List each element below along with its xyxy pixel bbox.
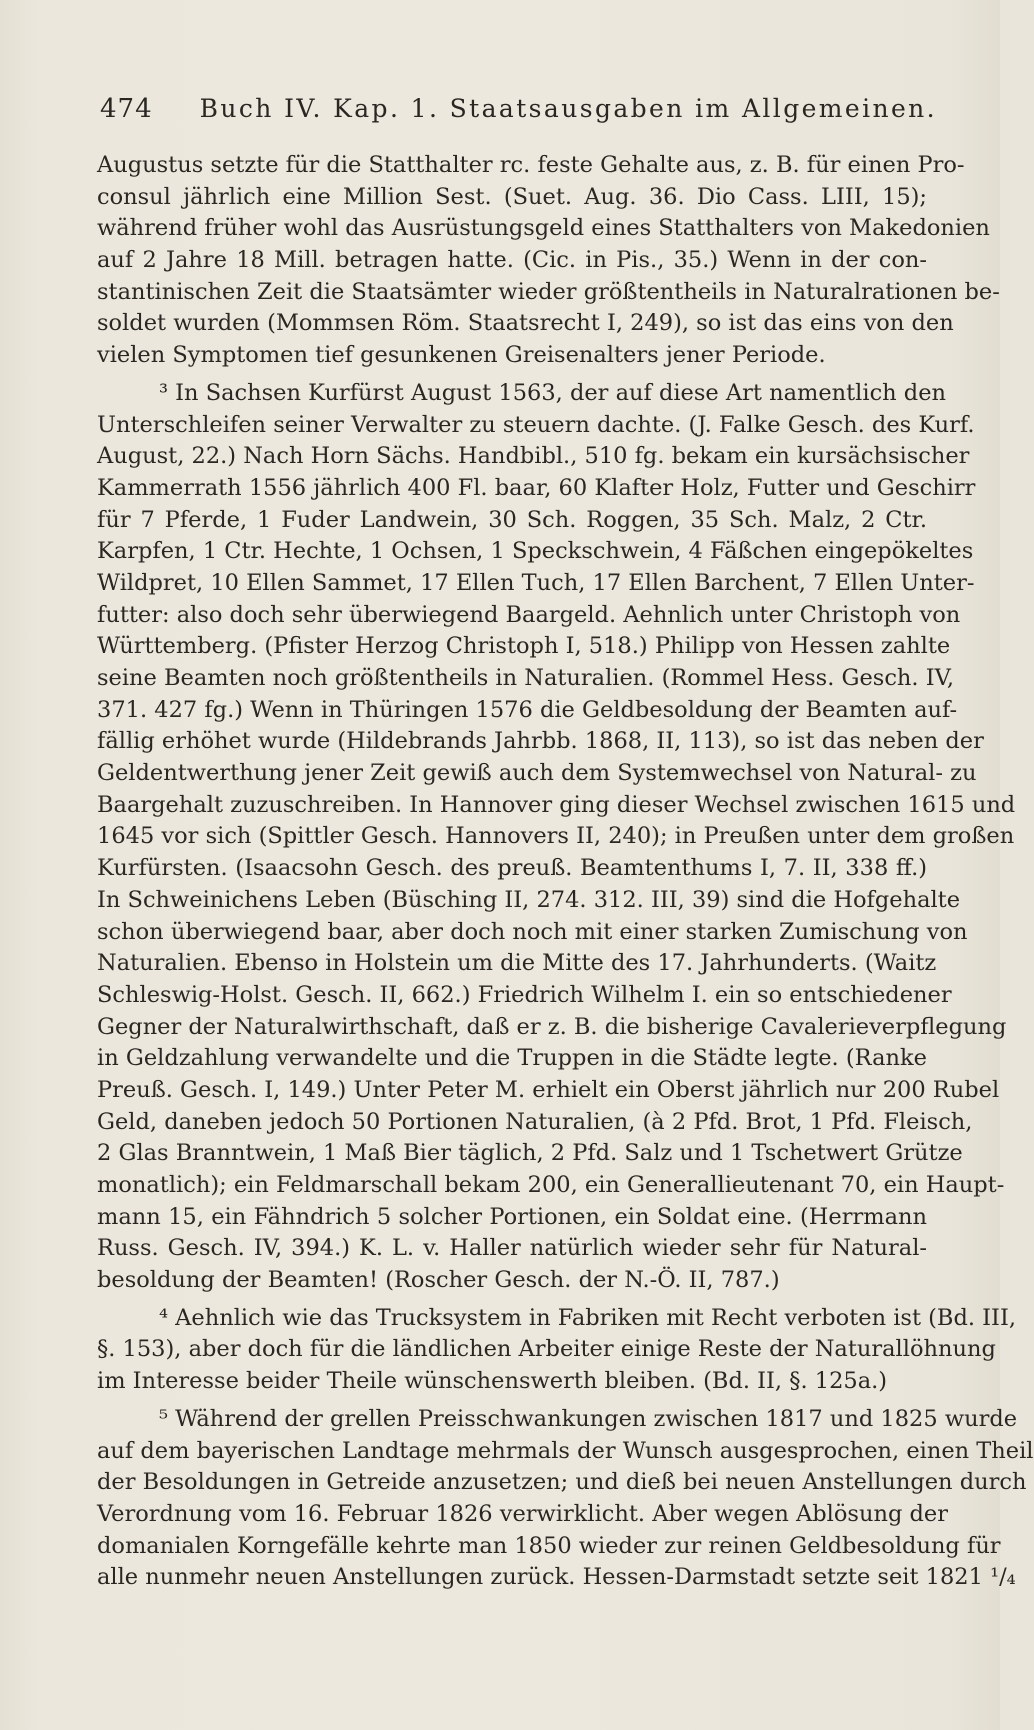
page-number: 474 (100, 94, 153, 124)
text-line: auf 2 Jahre 18 Mill. betragen hatte. (Cic. in Pis., 35.) Wenn in der con- (97, 247, 927, 274)
text-line: In Schweinichens Leben (Büsching II, 274. 312. III, 39) sind die Hofgehalte (97, 886, 961, 913)
text-line: Geld, daneben jedoch 50 Portionen Naturalien, (à 2 Pfd. Brot, 1 Pfd. Fleisch, (97, 1108, 973, 1135)
text-line: alle nunmehr neuen Anstellungen zurück. Hessen-Darmstadt setzte seit 1821 ¹/₄ (97, 1564, 1016, 1591)
text-line: Baargehalt zuzuschreiben. In Hannover ging dieser Wechsel zwischen 1615 und (97, 791, 1016, 818)
text-line: im Interesse beider Theile wünschenswerth bleiben. (Bd. II, §. 125a.) (97, 1368, 888, 1395)
text-line: Augustus setzte für die Statthalter rc. feste Gehalte aus, z. B. für einen Pro- (97, 152, 965, 178)
text-line: Gegner der Naturalwirthschaft, daß er z. B. die bisherige Cavalerieverpflegung (97, 1013, 1007, 1040)
text-line: stantinischen Zeit die Staatsämter wieder größtentheils in Naturalrationen be- (97, 278, 1000, 305)
text-line: Württemberg. (Pfister Herzog Christoph I, 518.) Philipp von Hessen zahlte (97, 633, 951, 660)
footnote-3 (97, 378, 1016, 1297)
text-line: Schleswig-Holst. Gesch. II, 662.) Friedrich Wilhelm I. ein so entschiedener (97, 981, 952, 1008)
running-title: Buch IV. Kap. 1. Staatsausgaben im Allgemeinen. (199, 94, 938, 123)
text-line: auf dem bayerischen Landtage mehrmals der Wunsch ausgesprochen, einen Theil (97, 1437, 1034, 1464)
text-line: während früher wohl das Ausrüstungsgeld eines Statthalters von Makedonien (97, 215, 990, 242)
text-line: Preuß. Gesch. I, 149.) Unter Peter M. erhielt ein Oberst jährlich nur 200 Rubel (97, 1076, 1000, 1103)
text-line: soldet wurden (Mommsen Röm. Staatsrecht I, 249), so ist das eins von den (97, 310, 954, 337)
text-line: vielen Symptomen tief gesunkenen Greisenalters jener Periode. (97, 342, 826, 369)
text-line: mann 15, ein Fähndrich 5 solcher Portionen, ein Soldat eine. (Herrmann (97, 1203, 927, 1230)
text-line: Russ. Gesch. IV, 394.) K. L. v. Haller natürlich wieder sehr für Natural- (97, 1235, 927, 1262)
text-line: besoldung der Beamten! (Roscher Gesch. der N.-Ö. II, 787.) (97, 1267, 780, 1294)
text-line: Unterschleifen seiner Verwalter zu steuern dachte. (J. Falke Gesch. des Kurf. (97, 411, 975, 438)
text-line: ⁵ Während der grellen Preisschwankungen zwischen 1817 und 1825 wurde (159, 1405, 1018, 1432)
text-line: Karpfen, 1 Ctr. Hechte, 1 Ochsen, 1 Speckschwein, 4 Fäßchen eingepökeltes (97, 538, 974, 565)
page-body (97, 150, 1034, 1594)
text-line: seine Beamten noch größtentheils in Naturalien. (Rommel Hess. Gesch. IV, (97, 665, 955, 691)
text-line: domanialen Korngefälle kehrte man 1850 wieder zur reinen Geldbesoldung für (97, 1532, 1001, 1559)
text-line: Kurfürsten. (Isaacsohn Gesch. des preuß. Beamtenthums I, 7. II, 338 ff.) (97, 855, 927, 882)
text-line: futter: also doch sehr überwiegend Baargeld. Aehnlich unter Christoph von (97, 601, 961, 628)
text-line: Wildpret, 10 Ellen Sammet, 17 Ellen Tuch, 17 Ellen Barchent, 7 Ellen Unter- (97, 569, 975, 596)
text-line: 1645 vor sich (Spittler Gesch. Hannovers II, 240); in Preußen unter dem großen (97, 823, 1015, 850)
text-line: 371. 427 fg.) Wenn in Thüringen 1576 die Geldbesoldung der Beamten auf- (97, 696, 958, 723)
text-line: Verordnung vom 16. Februar 1826 verwirklicht. Aber wegen Ablösung der (97, 1500, 948, 1527)
text-line: ³ In Sachsen Kurfürst August 1563, der auf diese Art namentlich den (159, 379, 947, 406)
text-line: fällig erhöhet wurde (Hildebrands Jahrbb. 1868, II, 113), so ist das neben der (97, 728, 984, 755)
text-line: Kammerrath 1556 jährlich 400 Fl. baar, 60 Klafter Holz, Futter und Geschirr (97, 474, 976, 501)
text-line: consul jährlich eine Million Sest. (Suet. Aug. 36. Dio Cass. LIII, 15); (97, 183, 927, 210)
text-line: monatlich); ein Feldmarschall bekam 200, ein Generallieutenant 70, ein Haupt- (97, 1172, 1005, 1198)
text-line: ⁴ Aehnlich wie das Trucksystem in Fabriken mit Recht verboten ist (Bd. III, (159, 1304, 1016, 1331)
text-line: der Besoldungen in Getreide anzusetzen; und dieß bei neuen Anstellungen durch (97, 1469, 1027, 1496)
text-line: Naturalien. Ebenso in Holstein um die Mitte des 17. Jahrhunderts. (Waitz (97, 950, 937, 977)
text-line: für 7 Pferde, 1 Fuder Landwein, 30 Sch. Roggen, 35 Sch. Malz, 2 Ctr. (97, 506, 927, 533)
footnote-2-continuation (97, 150, 1000, 372)
text-line: in Geldzahlung verwandelte und die Truppen in die Städte legte. (Ranke (97, 1045, 927, 1072)
footnote-5 (97, 1404, 1034, 1594)
text-line: August, 22.) Nach Horn Sächs. Handbibl., 510 fg. bekam ein kursächsischer (97, 443, 970, 470)
text-line: schon überwiegend baar, aber doch noch mit einer starken Zumischung von (97, 918, 968, 945)
text-line: §. 153), aber doch für die ländlichen Arbeiter einige Reste der Naturallöhnung (97, 1336, 996, 1363)
footnote-4 (97, 1303, 1016, 1398)
text-line: 2 Glas Branntwein, 1 Maß Bier täglich, 2 Pfd. Salz und 1 Tschetwert Grütze (97, 1140, 963, 1167)
text-line: Geldentwerthung jener Zeit gewiß auch dem Systemwechsel von Natural- zu (97, 760, 977, 787)
page-header (100, 94, 938, 130)
